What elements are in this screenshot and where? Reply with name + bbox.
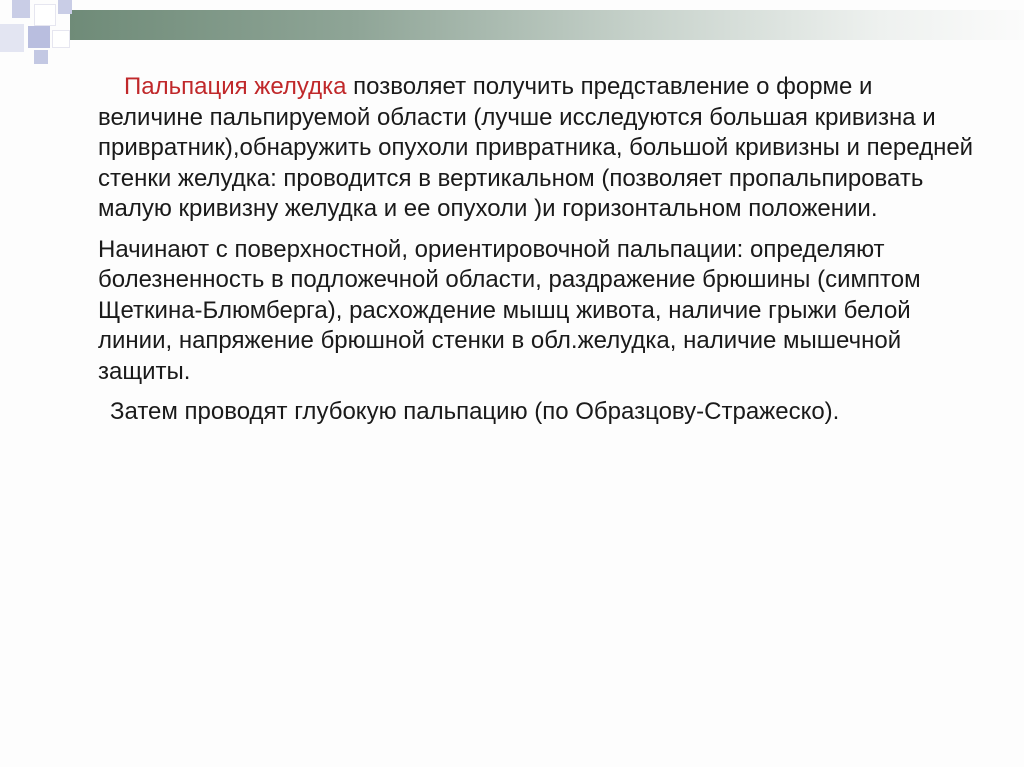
decor-square [28,26,50,48]
slide-body [98,72,978,438]
decor-square [34,50,48,64]
decor-square [0,24,24,52]
decor-square [34,4,56,26]
decor-square [12,0,30,18]
paragraph-text: позволяет получить представление о форме и величине пальпируемой области (лучше исследуются большая кривизна и привратник),обнаружить опухоли привратника, большой кривизны и передней стенки желудка: проводится в вертикальном (позволяет пропальпировать малую кривизну желудка и ее опухоли )и горизонтальном положении. [98,73,974,222]
header-band [70,10,1024,40]
paragraph-deep-palpation: Затем проводят глубокую пальпацию (по Образцову-Стражеско). [110,398,840,425]
decor-square [52,30,70,48]
decor-square [58,0,72,14]
paragraph-palpation-intro [98,72,978,225]
paragraph-superficial-palpation: Начинают с поверхностной, ориентировочной пальпации: определяют болезненность в подложечной области, раздражение брюшины (симптом Щеткина-Блюмберга), расхождение мышц живота, наличие грыжи белой линии, напряжение брюшной стенки в обл.желудка, наличие мышечной защиты. [98,235,921,385]
highlight-term: Пальпация желудка [124,73,347,100]
